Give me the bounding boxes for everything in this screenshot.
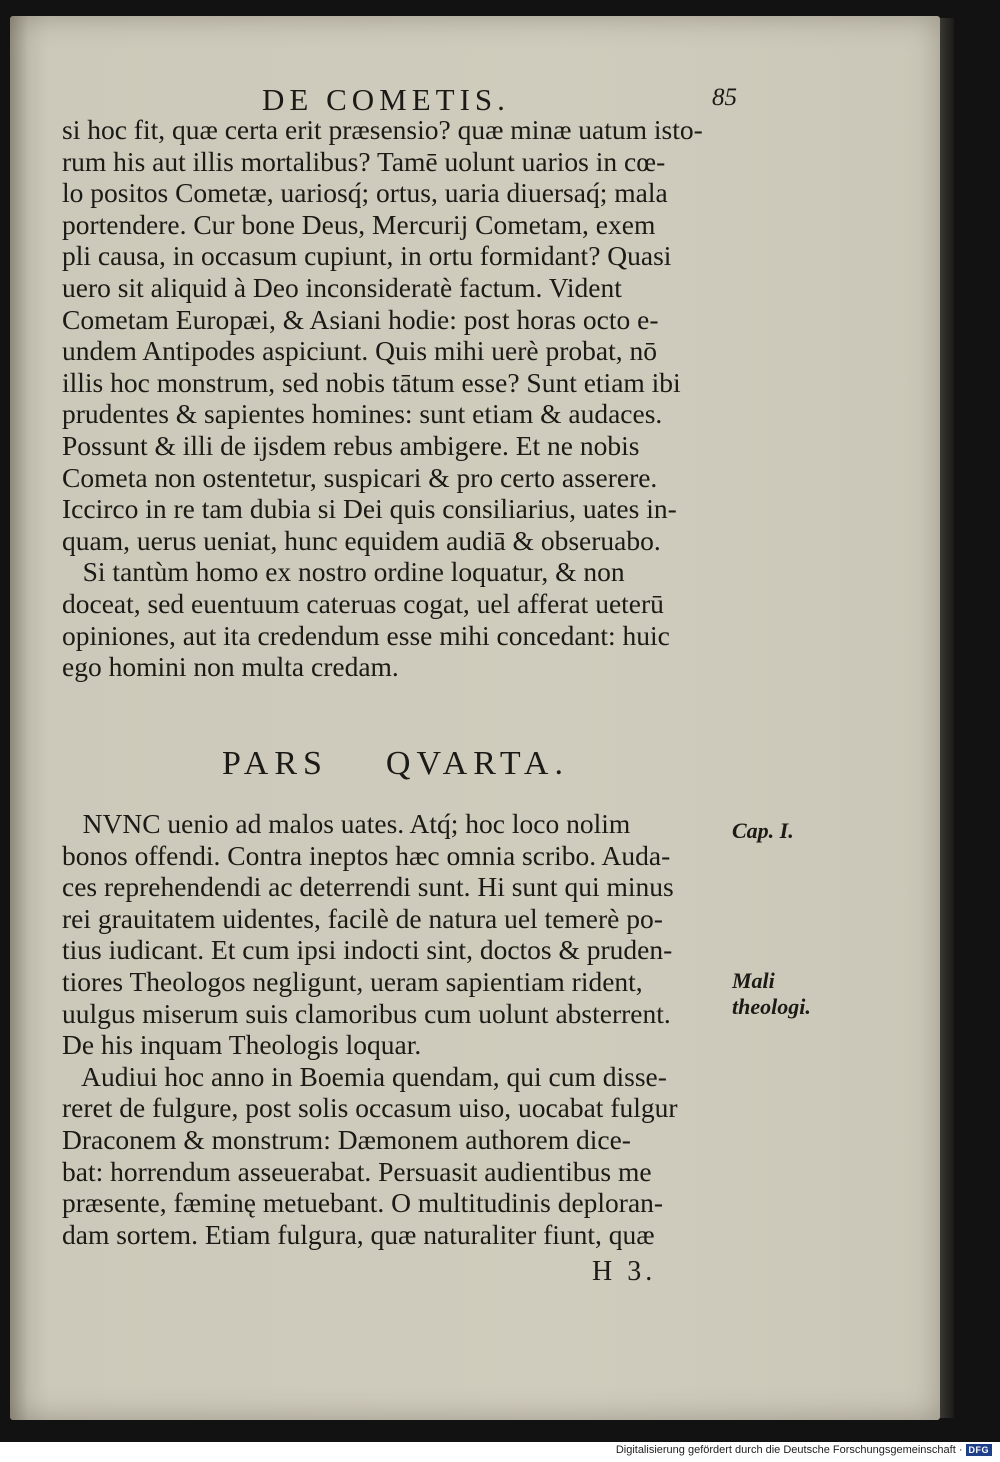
text-line: illis hoc monstrum, sed nobis tātum esse? Sunt etiam ibi [62,366,681,398]
running-head: DE COMETIS. [262,82,510,117]
text-line: bat: horrendum asseuerabat. Persuasit audientibus me [62,1155,652,1187]
text-line: Cometa non ostentetur, suspicari & pro certo asserere. [62,461,658,493]
text-line: ces reprehendendi ac deterrendi sunt. Hi sunt qui minus [62,871,674,903]
text-line: Cometam Europæi, & Asiani hodie: post horas octo e- [62,303,659,335]
text-line: bonos offendi. Contra ineptos hæc omnia scribo. Auda- [62,839,671,871]
margin-note-mali-theologi: Mali theologi. [732,968,811,1019]
margin-note-chapter: Cap. I. [732,818,794,843]
text-line: Draconem & monstrum: Dæmonem authorem dice- [62,1123,631,1155]
text-line: tius iudicant. Et cum ipsi indocti sint, doctos & pruden- [62,934,673,966]
text-line: Iccirco in re tam dubia si Dei quis consiliarius, uates in- [62,493,677,525]
text-block-upper [62,114,742,683]
text-line: pli causa, in occasum cupiunt, in ortu formidant? Quasi [62,240,672,272]
text-line: rei grauitatem uidentes, facilè de natura uel temerè po- [62,902,663,934]
text-line: NVNC uenio ad malos uates. Atq́; hoc loco nolim [62,808,631,839]
signature-mark: H 3. [592,1256,657,1287]
text-line: undem Antipodes aspiciunt. Quis mihi uerè probat, nō [62,335,657,367]
text-line: Audiui hoc anno in Boemia quendam, qui cum disse- [62,1060,667,1092]
funding-credit: Digitalisierung gefördert durch die Deutsche Forschungsgemeinschaft · [615,1444,963,1456]
digitization-footer [616,1444,992,1456]
text-line: opiniones, aut ita credendum esse mihi concedant: huic [62,619,670,651]
text-line: doceat, sed euentuum cateruas cogat, uel afferat ueterū [62,587,664,619]
text-line: ego homini non multa credam. [62,651,399,683]
text-line: prudentes & sapientes homines: sunt etiam & audaces. [62,398,663,430]
text-line: quam, uerus ueniat, hunc equidem audiā & obseruabo. [62,524,661,556]
page-edge [940,18,954,1418]
text-line: Possunt & illi de ijsdem rebus ambigere. Et ne nobis [62,429,640,461]
text-line: Si tantùm homo ex nostro ordine loquatur, & non [62,556,625,588]
text-line: rum his aut illis mortalibus? Tamē uolunt uarios in cœ- [62,145,666,177]
text-line: dam sortem. Etiam fulgura, quæ naturaliter fiunt, quæ [62,1218,655,1250]
section-heading: PARS QVARTA. [222,745,569,782]
text-block-lower [62,808,742,1250]
text-line: lo positos Cometæ, uariosq́; ortus, uaria diuersaq́; mala [62,177,668,209]
text-line: si hoc fit, quæ certa erit præsensio? quæ minæ uatum isto- [62,114,703,145]
dfg-logo: DFG [966,1444,993,1456]
folio-number: 85 [712,84,737,111]
text-line: uero sit aliquid à Deo inconsideratè factum. Vident [62,271,622,303]
text-line: uulgus miserum suis clamoribus cum uolunt absterrent. [62,997,671,1029]
text-line: præsente, fæminę metuebant. O multitudinis deploran- [62,1187,664,1219]
text-line: reret de fulgure, post solis occasum uiso, uocabat fulgur [62,1092,678,1124]
text-line: De his inquam Theologis loquar. [62,1029,422,1061]
text-line: portendere. Cur bone Deus, Mercurij Cometam, exem [62,208,656,240]
text-line: tiores Theologos negligunt, ueram sapientiam rident, [62,965,643,997]
